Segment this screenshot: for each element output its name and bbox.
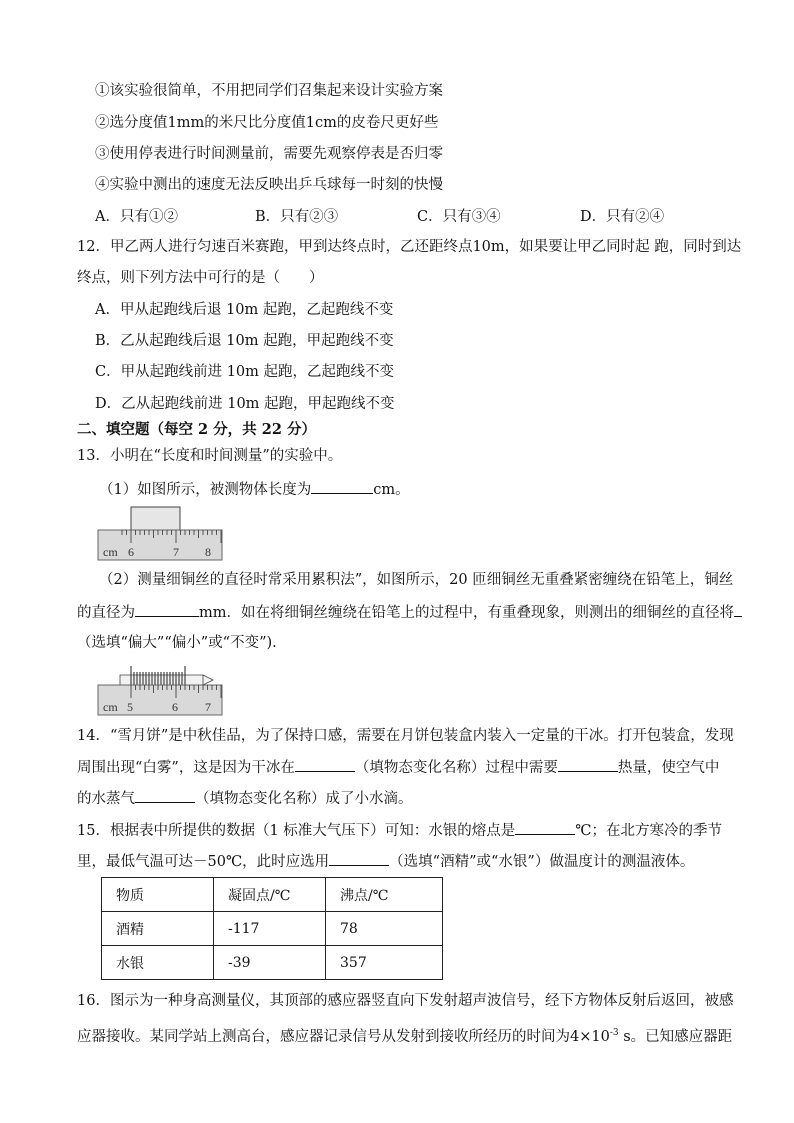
q13-part1 [99,479,410,500]
q16-line1: 16．图示为一种身高测量仪，其顶部的感应器竖直向下发射超声波信号，经下方物体反射后返回，被感 [77,993,734,1009]
q14-line3 [77,788,413,809]
ruler-tick-label: 7 [205,700,211,714]
q16-text: 应器接收。某同学站上测高台，感应器记录信号从发射到接收所经历的时间为 [77,1028,570,1045]
q14-line1: 14．“雪月饼”是中秋佳品，为了保持口感，需要在月饼包装盒内装入一定量的干冰。打开包装盒，发现 [77,728,734,744]
q13-part2-line2 [77,602,742,623]
time-unit: s [623,1028,631,1045]
q14-line2 [77,757,719,778]
q16-text: 。已知感应器距 [630,1028,733,1045]
q12-stem-line1: 12．甲乙两人进行匀速百米赛跑，甲到达终点时，乙还距终点10m，如果要让甲乙同时起 跑，同时到达 [77,239,742,255]
q12-option-b: B．乙从起跑线后退 10m 起跑，甲起跑线不变 [95,333,394,349]
time-base: 4×10 [570,1028,610,1045]
answer-blank[interactable] [329,851,389,866]
table-cell: 357 [326,946,443,980]
q15-text: 里，最低气温可达－50℃，此时应选用 [77,854,330,870]
q15-text: ℃；在北方寒冷的季节 [575,823,723,839]
q11-item-4: ④实验中测出的速度无法反映出乒乓球每一时刻的快慢 [95,177,443,193]
q12-option-c: C．甲从起跑线前进 10m 起跑，乙起跑线不变 [95,364,395,380]
table-cell: 水银 [102,946,214,980]
ruler-tick-label: 8 [205,545,211,559]
q11-item-1: ①该实验很简单，不用把同学们召集起来设计实验方案 [95,83,443,99]
answer-blank[interactable] [135,602,199,617]
q11-option-a: A．只有①② [95,209,178,225]
q11-item-2: ②选分度值1mm的米尺比分度值1cm的皮卷尺更好些 [95,115,439,131]
ruler-tick-label: 5 [127,700,133,714]
table-row [102,912,443,946]
q16-line2 [77,1023,732,1047]
ruler-unit: cm [103,545,118,559]
q12-option-d: D．乙从起跑线前进 10m 起跑，甲起跑线不变 [95,396,395,412]
q12-stem-line2: 终点，则下列方法中可行的是（ ） [77,270,324,286]
section-heading: 二、填空题（每空 2 分，共 22 分） [77,421,316,438]
ruler-figure-2 [95,662,227,718]
q13-part2-text: 的直径为 [77,605,135,621]
table-row [102,946,443,980]
table-header-cell: 沸点/℃ [326,878,443,912]
q14-text: （填物态变化名称）成了小水滴。 [195,791,413,807]
data-table [101,877,443,980]
table-cell: 78 [326,912,443,946]
ruler-unit: cm [103,700,118,714]
answer-blank[interactable] [734,602,742,617]
table-cell: -117 [214,912,326,946]
measured-block [131,507,180,530]
time-exponent: -3 [609,1028,619,1038]
table-header-cell: 凝固点/℃ [214,878,326,912]
q11-option-d: D．只有②④ [580,209,665,225]
q14-text: （填物态变化名称）过程中需要 [354,760,558,776]
q15-line1 [77,820,722,841]
q13-part1-unit: cm。 [373,482,410,498]
q15-text: 15．根据表中所提供的数据（1 标准大气压下）可知：水银的熔点是 [77,823,516,839]
q11-option-b: B．只有②③ [255,209,339,225]
q12-option-a: A．甲从起跑线后退 10m 起跑，乙起跑线不变 [95,302,394,318]
table-cell: -39 [214,946,326,980]
q14-text: 周围出现“白雾”，这是因为干冰在 [77,760,295,776]
q13-part2-line3: （选填“偏大”“偏小”或“不变”). [77,635,277,651]
q11-options [95,205,715,225]
ruler-tick-label: 7 [173,545,179,559]
ruler-tick-label: 6 [128,545,134,559]
q15-line2 [77,851,694,872]
q14-text: 热量，使空气中 [617,760,720,776]
table-cell: 酒精 [102,912,214,946]
q13-title: 13．小明在“长度和时间测量”的实验中。 [77,448,343,464]
answer-blank[interactable] [311,479,373,494]
ruler-figure-1 [95,505,227,563]
q11-option-c: C．只有③④ [417,209,501,225]
table-header-cell: 物质 [102,878,214,912]
answer-blank[interactable] [515,820,575,835]
answer-blank[interactable] [135,788,195,803]
answer-blank[interactable] [295,757,355,772]
q13-part1-text: （1）如图所示，被测物体长度为 [99,482,312,498]
ruler-tick-label: 6 [172,700,178,714]
q13-part2-line1: （2）测量细铜丝的直径时常采用累积法”，如图所示，20 匝细铜丝无重叠紧密缠绕在铅笔上，铜丝 [99,572,734,588]
answer-blank[interactable] [558,757,618,772]
q13-part2-text-cont: mm．如在将细铜丝缠绕在铅笔上的过程中，有重叠现象，则测出的细铜丝的直径将 [199,605,734,621]
table-header-row [102,878,443,912]
q15-text: （选填“酒精”或“水银”）做温度计的测温液体。 [389,854,695,870]
q11-item-3: ③使用停表进行时间测量前，需要先观察停表是否归零 [95,146,443,162]
q14-text: 的水蒸气 [77,791,135,807]
time-value [570,1029,631,1045]
